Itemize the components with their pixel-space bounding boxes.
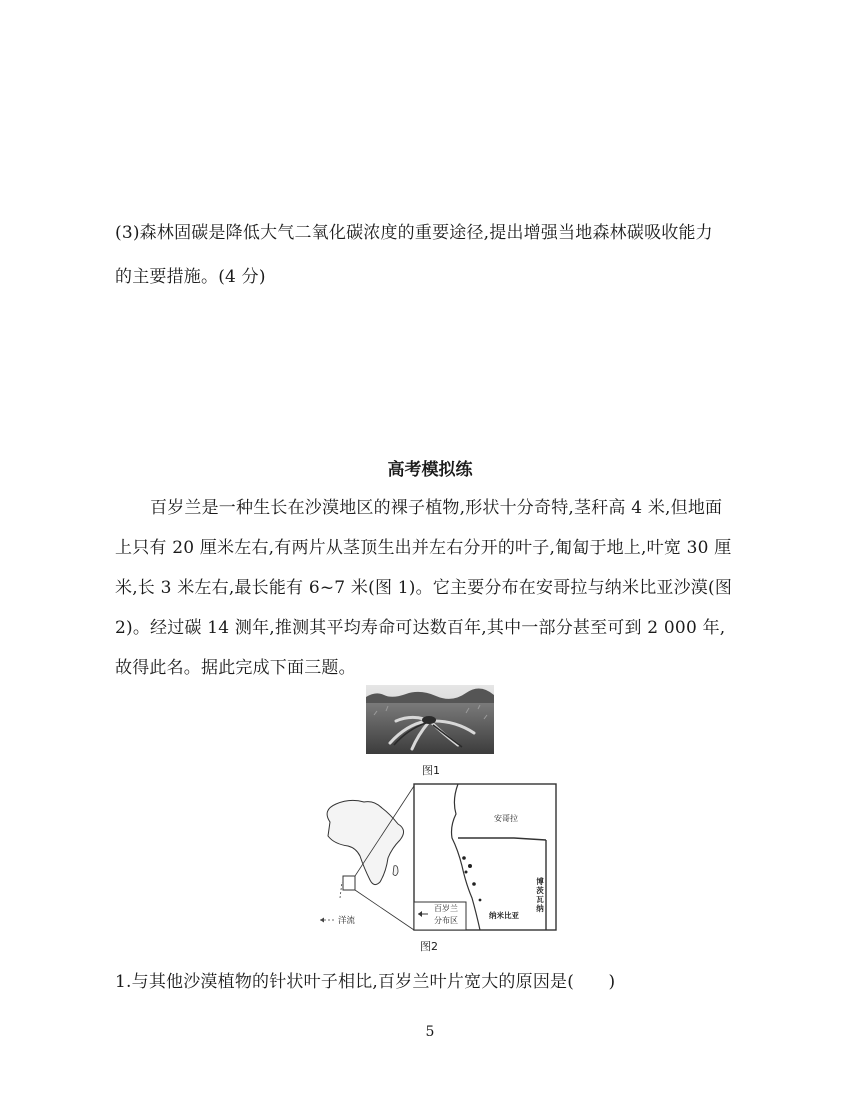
question-1: 1.与其他沙漠植物的针状叶子相比,百岁兰叶片宽大的原因是( ): [115, 972, 616, 992]
section-title: 高考模拟练: [387, 460, 473, 480]
label-botswana-1: 博: [536, 877, 544, 886]
passage-line-3: 米,长 3 米左右,最长能有 6~7 米(图 1)。它主要分布在安哥拉与纳米比亚沙漠(图: [115, 578, 733, 598]
figure-1-caption: 图1: [422, 764, 440, 777]
passage-line-2: 上只有 20 厘米左右,有两片从茎顶生出并左右分开的叶子,匍匐于地上,叶宽 30 厘: [115, 538, 732, 558]
figure-2-caption: 图2: [420, 940, 438, 953]
passage-line-1: 百岁兰是一种生长在沙漠地区的裸子植物,形状十分奇特,茎秆高 4 米,但地面: [150, 498, 723, 518]
label-botswana-3: 瓦: [536, 895, 544, 904]
passage-line-4: 2)。经过碳 14 测年,推测其平均寿命可达数百年,其中一部分甚至可到 2 000 年,: [115, 618, 726, 638]
label-namibia: 纳米比亚: [489, 911, 519, 920]
page-number: 5: [425, 1024, 435, 1040]
passage-line-5: 故得此名。据此完成下面三题。: [115, 658, 356, 678]
legend-distribution-line-1: 百岁兰: [434, 904, 458, 913]
legend-distribution-line-2: 分布区: [434, 916, 458, 925]
label-botswana-2: 茨: [536, 886, 544, 895]
welwitschia-photo: [366, 685, 494, 754]
label-botswana-4: 纳: [536, 904, 544, 913]
question-3-line-2: 的主要措施。(4 分): [115, 267, 266, 287]
distribution-map: [300, 780, 560, 935]
question-3-line-1: (3)森林固碳是降低大气二氧化碳浓度的重要途径,提出增强当地森林碳吸收能力: [115, 223, 713, 243]
legend-ocean-current: 洋流: [338, 916, 356, 926]
label-angola: 安哥拉: [494, 814, 518, 823]
